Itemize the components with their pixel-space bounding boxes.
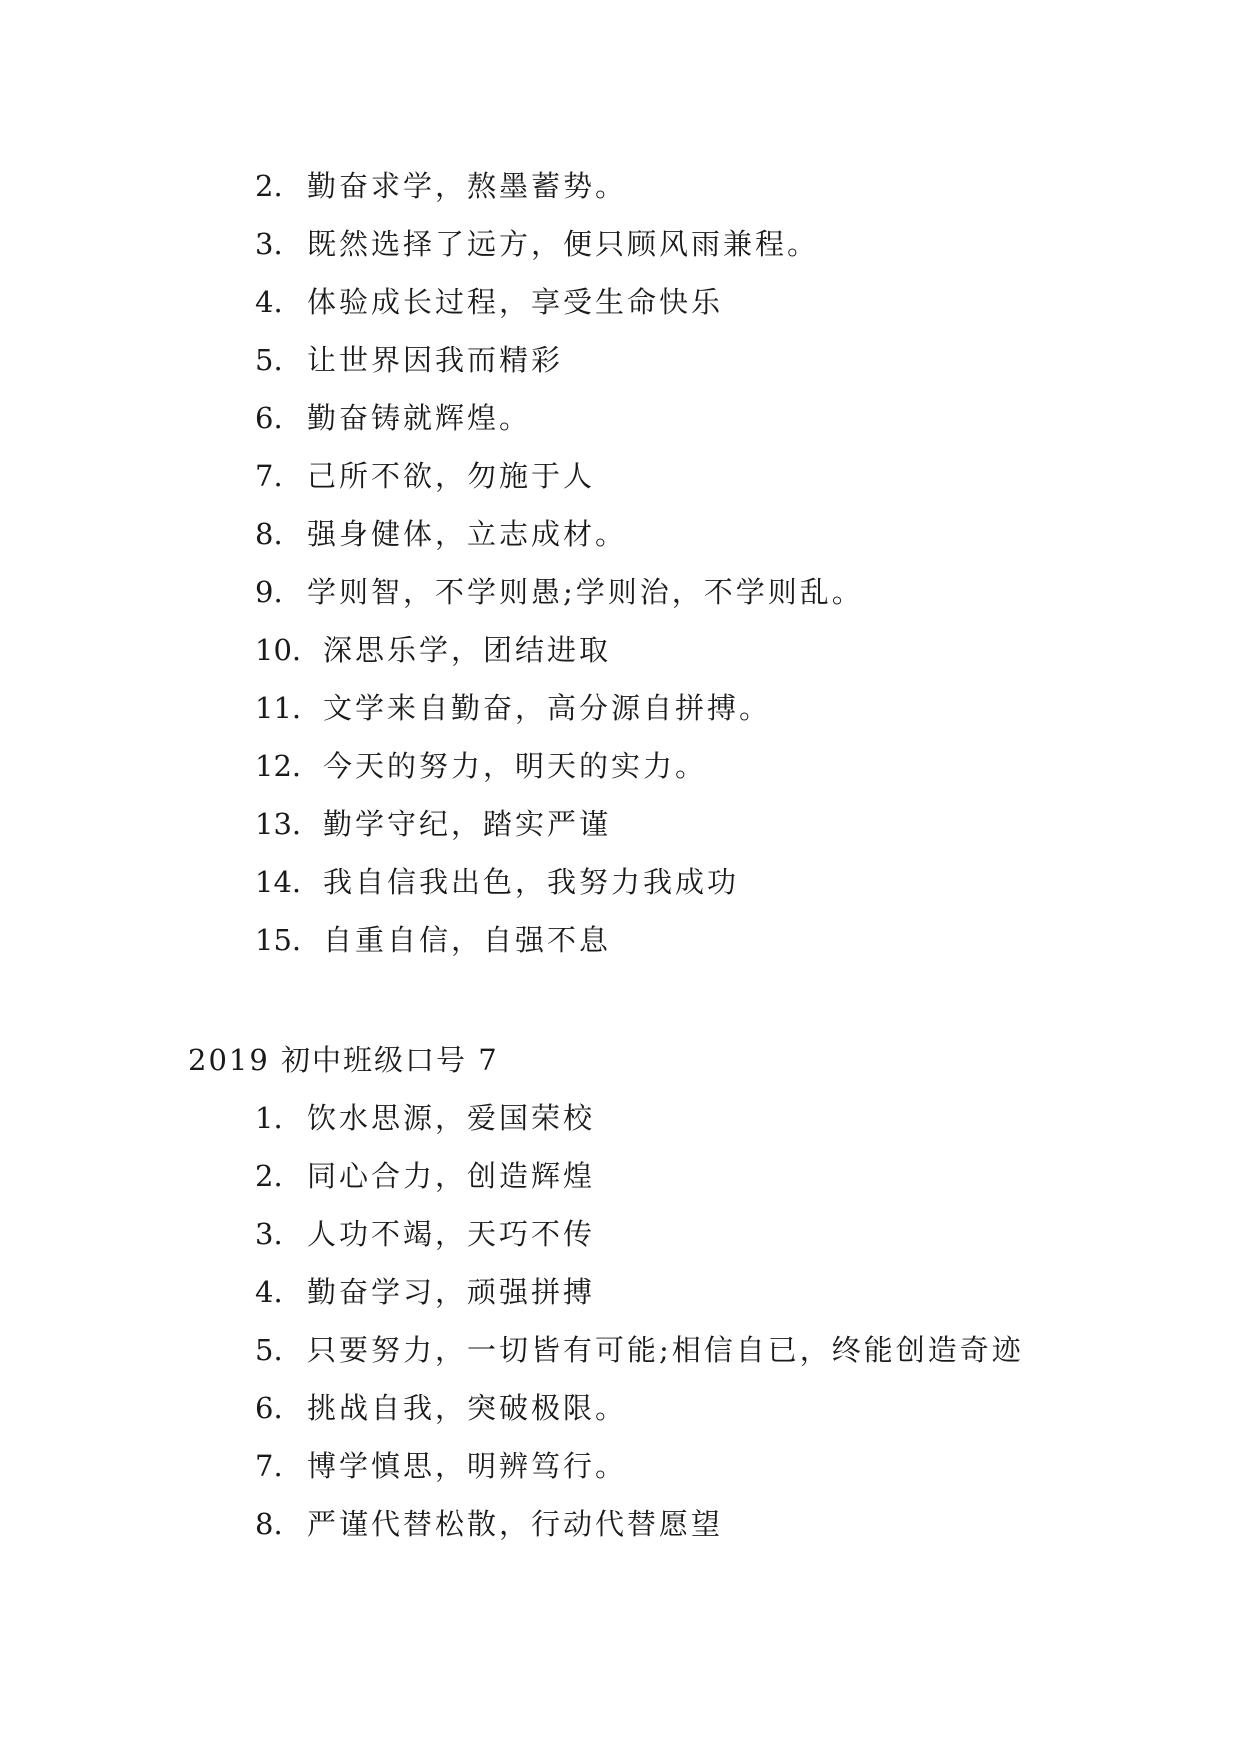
item-text: 深思乐学，团结进取 (323, 633, 612, 667)
item-number: 5. (255, 1333, 283, 1367)
section-heading: 2019 初中班级口号 7 (188, 1043, 499, 1077)
item-text: 今天的努力，明天的实力。 (323, 749, 708, 783)
list-item (255, 273, 864, 331)
list-item (255, 1205, 1024, 1263)
list-item (255, 737, 864, 795)
item-number: 1. (255, 1101, 283, 1135)
item-text: 饮水思源，爱国荣校 (307, 1101, 596, 1135)
item-number: 2. (255, 1159, 283, 1193)
item-number: 8. (255, 517, 283, 551)
item-text: 挑战自我，突破极限。 (307, 1391, 628, 1425)
item-number: 4. (255, 285, 283, 319)
list-item (255, 331, 864, 389)
item-text: 博学慎思，明辨笃行。 (307, 1449, 628, 1483)
item-text: 让世界因我而精彩 (307, 343, 564, 377)
item-text: 同心合力，创造辉煌 (307, 1159, 596, 1193)
list-item (255, 621, 864, 679)
item-number: 3. (255, 227, 283, 261)
list-item (255, 853, 864, 911)
list-item (255, 215, 864, 273)
list-item (255, 157, 864, 215)
item-text: 严谨代替松散，行动代替愿望 (307, 1507, 724, 1541)
item-number: 7. (255, 1449, 283, 1483)
list-item (255, 389, 864, 447)
item-number: 3. (255, 1217, 283, 1251)
item-text: 人功不竭，天巧不传 (307, 1217, 596, 1251)
item-number: 10. (255, 633, 302, 667)
item-number: 5. (255, 343, 283, 377)
item-number: 8. (255, 1507, 283, 1541)
list-item (255, 1263, 1024, 1321)
item-number: 12. (255, 749, 302, 783)
list-item (255, 795, 864, 853)
list-item (255, 1437, 1024, 1495)
list-item (255, 505, 864, 563)
list-item (255, 447, 864, 505)
list-item (255, 911, 864, 969)
list-item (255, 563, 864, 621)
item-text: 勤奋铸就辉煌。 (307, 401, 532, 435)
item-text: 体验成长过程，享受生命快乐 (307, 285, 724, 319)
list-item (255, 679, 864, 737)
item-number: 2. (255, 169, 283, 203)
item-number: 4. (255, 1275, 283, 1309)
item-number: 15. (255, 923, 302, 957)
list-item (255, 1379, 1024, 1437)
item-text: 只要努力，一切皆有可能;相信自已，终能创造奇迹 (307, 1333, 1024, 1367)
item-text: 勤学守纪，踏实严谨 (323, 807, 612, 841)
item-number: 7. (255, 459, 283, 493)
item-text: 我自信我出色，我努力我成功 (323, 865, 740, 899)
list-item (255, 1495, 1024, 1553)
item-text: 勤奋学习，顽强拼搏 (307, 1275, 596, 1309)
item-text: 文学来自勤奋，高分源自拼搏。 (323, 691, 772, 725)
item-number: 14. (255, 865, 302, 899)
list-item (255, 1147, 1024, 1205)
item-number: 9. (255, 575, 283, 609)
slogan-list-2 (255, 1089, 1024, 1553)
item-number: 6. (255, 401, 283, 435)
slogan-list-1 (255, 157, 864, 969)
item-number: 13. (255, 807, 302, 841)
item-text: 学则智，不学则愚;学则治，不学则乱。 (307, 575, 864, 609)
item-text: 既然选择了远方，便只顾风雨兼程。 (307, 227, 820, 261)
item-text: 自重自信，自强不息 (323, 923, 612, 957)
item-text: 勤奋求学，熬墨蓄势。 (307, 169, 628, 203)
item-text: 强身健体，立志成材。 (307, 517, 628, 551)
item-text: 己所不欲，勿施于人 (307, 459, 596, 493)
item-number: 11. (255, 691, 302, 725)
list-item (255, 1321, 1024, 1379)
list-item (255, 1089, 1024, 1147)
item-number: 6. (255, 1391, 283, 1425)
